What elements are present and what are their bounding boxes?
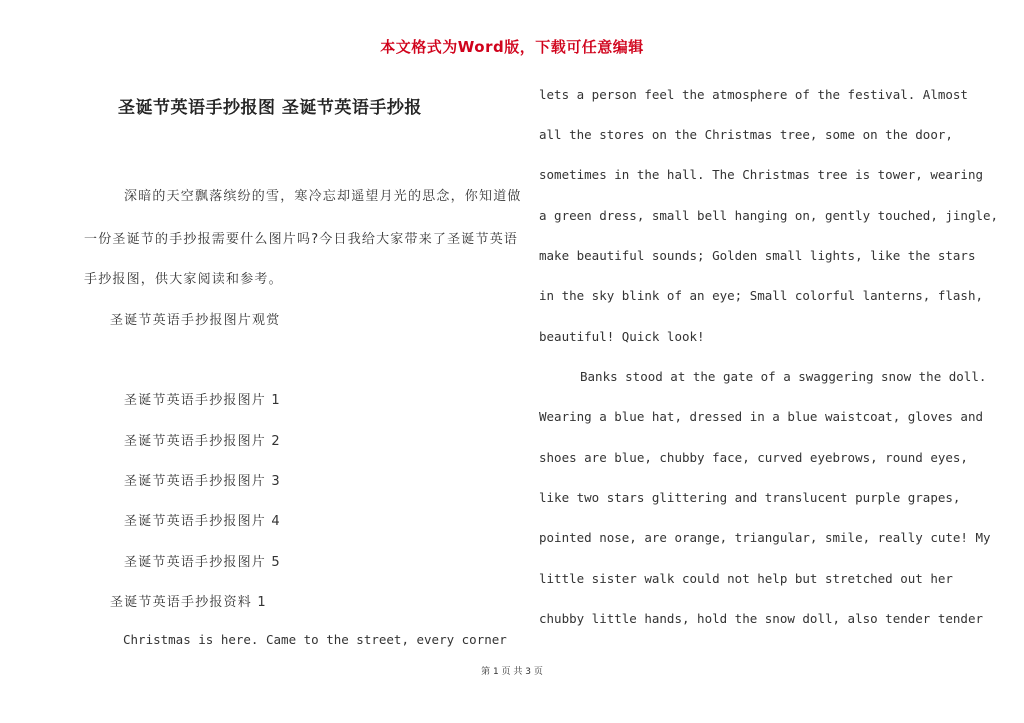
word-format-banner: 本文格式为Word版，下载可任意编辑 — [380, 38, 644, 56]
body-line: all the stores on the Christmas tree, some on the door, — [539, 127, 953, 142]
material-heading: 圣诞节英语手抄报资料 1 — [110, 595, 267, 610]
body-line: shoes are blue, chubby face, curved eyebrows, round eyes, — [539, 450, 968, 465]
section-heading: 圣诞节英语手抄报图片观赏 — [110, 313, 281, 328]
body-line: lets a person feel the atmosphere of the festival. Almost — [539, 87, 968, 102]
intro-line: 手抄报图，供大家阅读和参考。 — [84, 272, 283, 287]
page-title: 圣诞节英语手抄报图 圣诞节英语手抄报 — [118, 98, 422, 118]
body-line: Wearing a blue hat, dressed in a blue waistcoat, gloves and — [539, 409, 984, 424]
image-list-item: 圣诞节英语手抄报图片 5 — [124, 555, 281, 570]
body-line: sometimes in the hall. The Christmas tree is tower, wearing — [539, 167, 984, 182]
body-line: like two stars glittering and translucent purple grapes, — [539, 490, 961, 505]
image-list-item: 圣诞节英语手抄报图片 3 — [124, 474, 281, 489]
intro-line: 深暗的天空飘落缤纷的雪，寒冷忘却遥望月光的思念，你知道做 — [124, 189, 522, 204]
page-number: 第 1 页 共 3 页 — [481, 667, 543, 677]
english-paragraph-start: Christmas is here. Came to the street, every corner — [123, 632, 507, 647]
intro-line: 一份圣诞节的手抄报需要什么图片吗?今日我给大家带来了圣诞节英语 — [84, 232, 519, 247]
image-list-item: 圣诞节英语手抄报图片 1 — [124, 393, 281, 408]
image-list-item: 圣诞节英语手抄报图片 4 — [124, 514, 281, 529]
body-line: pointed nose, are orange, triangular, smile, really cute! My — [539, 530, 991, 545]
body-line: make beautiful sounds; Golden small lights, like the stars — [539, 248, 976, 263]
body-line: a green dress, small bell hanging on, gently touched, jingle, — [539, 208, 999, 223]
body-line: chubby little hands, hold the snow doll, also tender tender — [539, 611, 984, 626]
body-line: Banks stood at the gate of a swaggering snow the doll. — [580, 369, 987, 384]
body-line: in the sky blink of an eye; Small colorful lanterns, flash, — [539, 288, 984, 303]
image-list-item: 圣诞节英语手抄报图片 2 — [124, 434, 281, 449]
body-line: little sister walk could not help but stretched out her — [539, 571, 953, 586]
body-line: beautiful! Quick look! — [539, 329, 705, 344]
